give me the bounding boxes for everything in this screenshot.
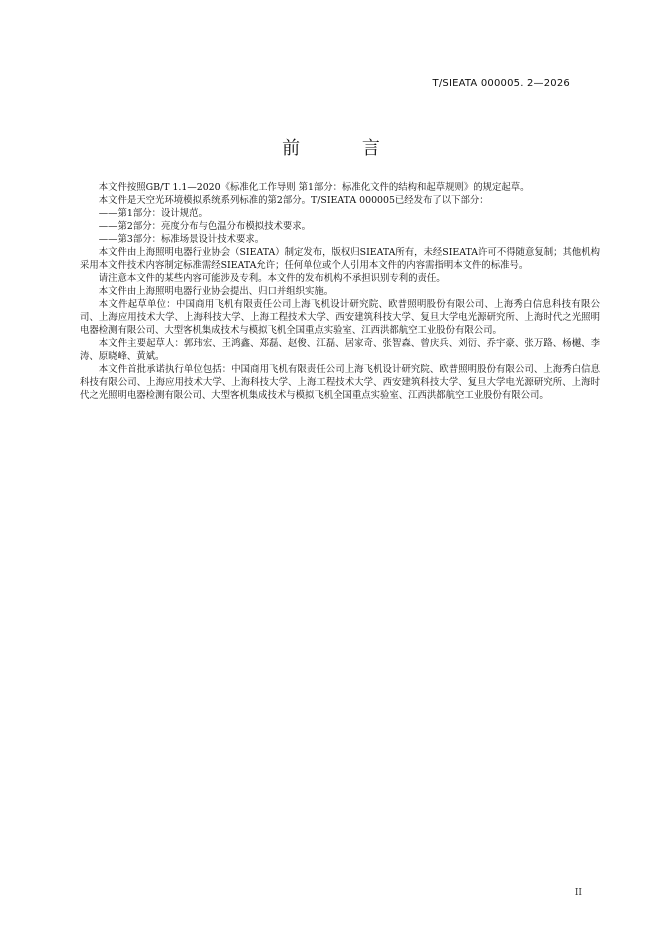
list-item-part-3: ——第3部分：标准场景设计技术要求。 <box>98 234 265 245</box>
paragraph-series-intro: 本文件是天空光环境模拟系统系列标准的第2部分。T/SIEATA 000005已经发布了以下部分： <box>98 195 489 206</box>
paragraph-patent-notice: 请注意本文件的某些内容可能涉及专利。本文件的发布机构不承担识别专利的责任。 <box>98 273 446 284</box>
list-item-part-1: ——第1部分：设计规范。 <box>98 208 208 219</box>
document-body <box>80 181 600 402</box>
page-title: 前 言 <box>282 138 408 159</box>
paragraph-copyright: 本文件由上海照明电器行业协会（SIEATA）制定发布，版权归SIEATA所有，未经SIEATA许可不得随意复制；其他机构采用本文件技术内容制定标准需经SIEATA允许；任何单位或个人引用本文件的内容需指明本文件的标准号。 <box>80 247 600 271</box>
standard-number: T/SIEATA 000005. 2—2026 <box>432 78 570 89</box>
paragraph-implementing-units: 本文件首批承诺执行单位包括：中国商用飞机有限责任公司上海飞机设计研究院、欧普照明股份有限公司、上海秀白信息科技有限公司、上海应用技术大学、上海科技大学、上海工程技术大学、西安建筑科技大学、复旦大学电光源研究所、上海时代之光照明电器检测有限公司、大型客机集成技术与模拟飞机全国重点实验室、江西洪都航空工业股份有限公司。 <box>80 364 600 401</box>
page-number: II <box>574 888 582 898</box>
paragraph-drafters: 本文件主要起草人：郭玮宏、王鸿鑫、郑磊、赵俊、江磊、居家奇、张智森、曾庆兵、刘衍、乔宇豪、张万路、杨樾、李涛、原晓峰、黄斌。 <box>80 338 600 362</box>
list-item-part-2: ——第2部分：亮度分布与色温分布模拟技术要求。 <box>98 221 312 232</box>
paragraph-drafting-rules: 本文件按照GB/T 1.1—2020《标准化工作导则 第1部分：标准化文件的结构和起草规则》的规定起草。 <box>98 182 530 193</box>
paragraph-drafting-units: 本文件起草单位：中国商用飞机有限责任公司上海飞机设计研究院、欧普照明股份有限公司、上海秀白信息科技有限公司、上海应用技术大学、上海科技大学、上海工程技术大学、西安建筑科技大学、复旦大学电光源研究所、上海时代之光照明电器检测有限公司、大型客机集成技术与模拟飞机全国重点实验室、江西洪都航空工业股份有限公司。 <box>80 299 600 336</box>
paragraph-proposer: 本文件由上海照明电器行业协会提出、归口并组织实施。 <box>98 286 334 297</box>
